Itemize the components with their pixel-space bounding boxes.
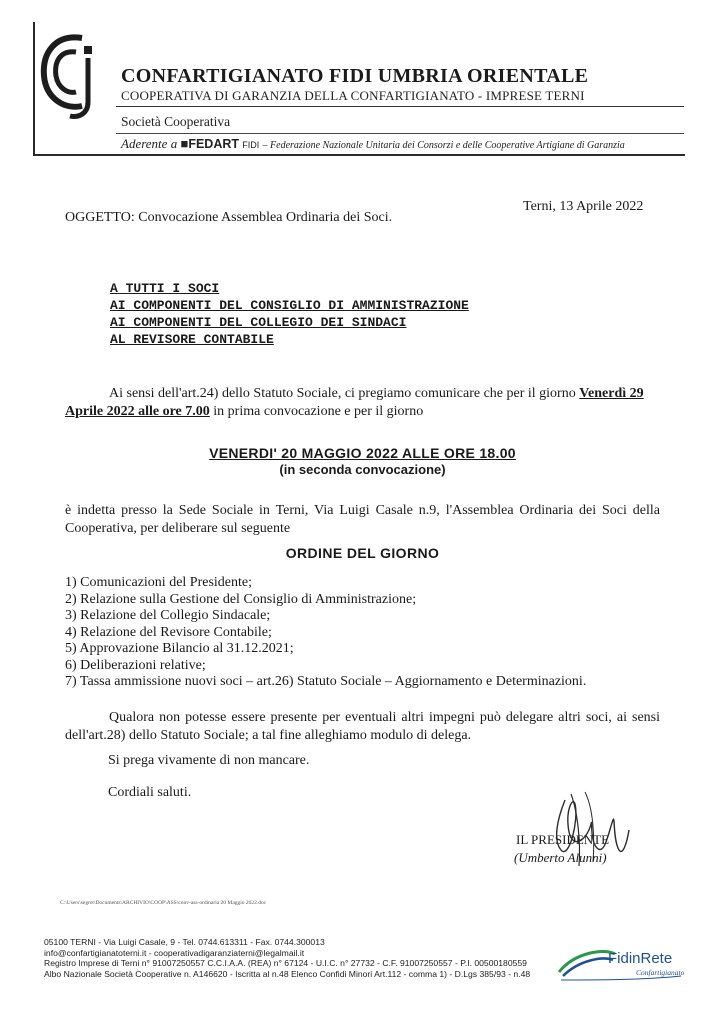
signature-title: IL PRESIDENTE — [516, 832, 610, 847]
recipient-line: AL REVISORE CONTABILE — [110, 332, 274, 347]
company-name: CONFARTIGIANATO FIDI UMBRIA ORIENTALE — [121, 65, 589, 87]
recipient-line: A TUTTI I SOCI — [110, 281, 220, 296]
paragraph-convocation — [65, 385, 660, 421]
meeting-date: VENERDI' 20 MAGGIO 2022 ALLE ORE 18.00 — [209, 445, 516, 461]
fidinrete-sub: Confartigianato — [636, 968, 685, 977]
footer-line: Albo Nazionale Società Cooperative n. A146620 - Iscritta al n.48 Elenco Confidi Minori Art.112 - comma 1) - D.Lgs 385/93 - n.48 — [44, 969, 531, 980]
agenda-item: 5) Approvazione Bilancio al 31.12.2021; — [65, 641, 294, 656]
footer-line: Registro Imprese di Terni n° 91007250557 C.C.I.A.A. (REA) n° 67124 - U.I.C. n° 27732 - C.F. 91007250557 - P.I. 00500180559 — [44, 958, 527, 969]
footer-line: info@confartigianatoterni.it - cooperativadigaranziaterni@legalmail.it — [44, 947, 305, 958]
agenda-item: 1) Comunicazioni del Presidente; — [65, 575, 253, 590]
agenda-title: ORDINE DEL GIORNO — [285, 545, 440, 561]
agenda-item: 4) Relazione del Revisore Contabile; — [65, 624, 272, 640]
recipient-line: AI COMPONENTI DEL CONSIGLIO DI AMMINISTRAZIONE — [110, 298, 469, 313]
document-file-path: C:\Users\segret\Documents\ARCHIVIO\COOP\ASS\conv-ass-ordinaria 20 Maggio 2022.doc — [60, 900, 267, 906]
agenda-item: 6) Deliberazioni relative; — [65, 657, 206, 673]
fedart-icon: ■ — [180, 136, 189, 151]
recipients-block — [110, 280, 469, 348]
paragraph-request: Si prega vivamente di non mancare. — [108, 753, 310, 768]
header-rule — [116, 106, 684, 107]
footer-line: 05100 TERNI - Via Luigi Casale, 9 - Tel. 0744.613311 - Fax. 0744.300013 — [44, 937, 325, 947]
agenda-item: 3) Relazione del Collegio Sindacale; — [65, 608, 271, 623]
company-subtitle: COOPERATIVA DI GARANZIA DELLA CONFARTIGIANATO - IMPRESE TERNI — [121, 88, 585, 103]
signature-name: (Umberto Alunni) — [514, 850, 607, 865]
fidinrete-brand: FidinRete — [608, 950, 673, 967]
recipient-line: AI COMPONENTI DEL COLLEGIO DEI SINDACI — [110, 315, 407, 330]
agenda-item: 2) Relazione sulla Gestione del Consiglio di Amministrazione; — [65, 591, 417, 607]
federation-text: – Federazione Nazionale Unitaria dei Consorzi e delle Cooperative Artigiane di Garanzia — [262, 140, 625, 151]
footer-contact — [44, 937, 530, 980]
subject-line: OGGETTO: Convocazione Assemblea Ordinaria dei Soci. — [65, 210, 393, 225]
p1-text-c: in prima convocazione e per il giorno — [209, 404, 424, 419]
place-date: Terni, 13 Aprile 2022 — [523, 199, 644, 214]
paragraph-location: è indetta presso la Sede Sociale in Terni, Via Luigi Casale n.9, l'Assemblea Ordinaria dei Soci della Cooperativa, per deliberare sul seguente — [65, 503, 660, 536]
header-rule-secondary — [116, 133, 684, 134]
aderente-label: Aderente a — [121, 136, 178, 151]
agenda-item: 7) Tassa ammissione nuovi soci – art.26) Statuto Sociale – Aggiornamento e Determinazioni. — [65, 674, 587, 689]
first-call-date: Venerdì 29 Aprile 2022 alle ore 7.00 — [65, 386, 644, 419]
fedart-suffix: FIDI — [242, 140, 260, 150]
p1-text-a: Ai sensi dell'art.24) dello Statuto Sociale, ci pregiamo comunicare che per il giorno — [109, 386, 580, 401]
agenda-list — [65, 575, 586, 691]
aderente-line — [121, 136, 625, 152]
meeting-note: (in seconda convocazione) — [279, 462, 446, 477]
closing-greeting: Cordiali saluti. — [108, 785, 192, 800]
company-type: Società Cooperativa — [121, 114, 231, 129]
paragraph-delegation: Qualora non potesse essere presente per eventuali altri impegni può delegare altri soci, ai sensi dell'art.28) dello Statuto Sociale; a tal fine alleghiamo modulo di delega. — [65, 710, 660, 743]
meeting-block — [65, 445, 660, 477]
confartigianato-logo — [36, 28, 108, 124]
fedart-brand: FEDART — [188, 137, 240, 151]
